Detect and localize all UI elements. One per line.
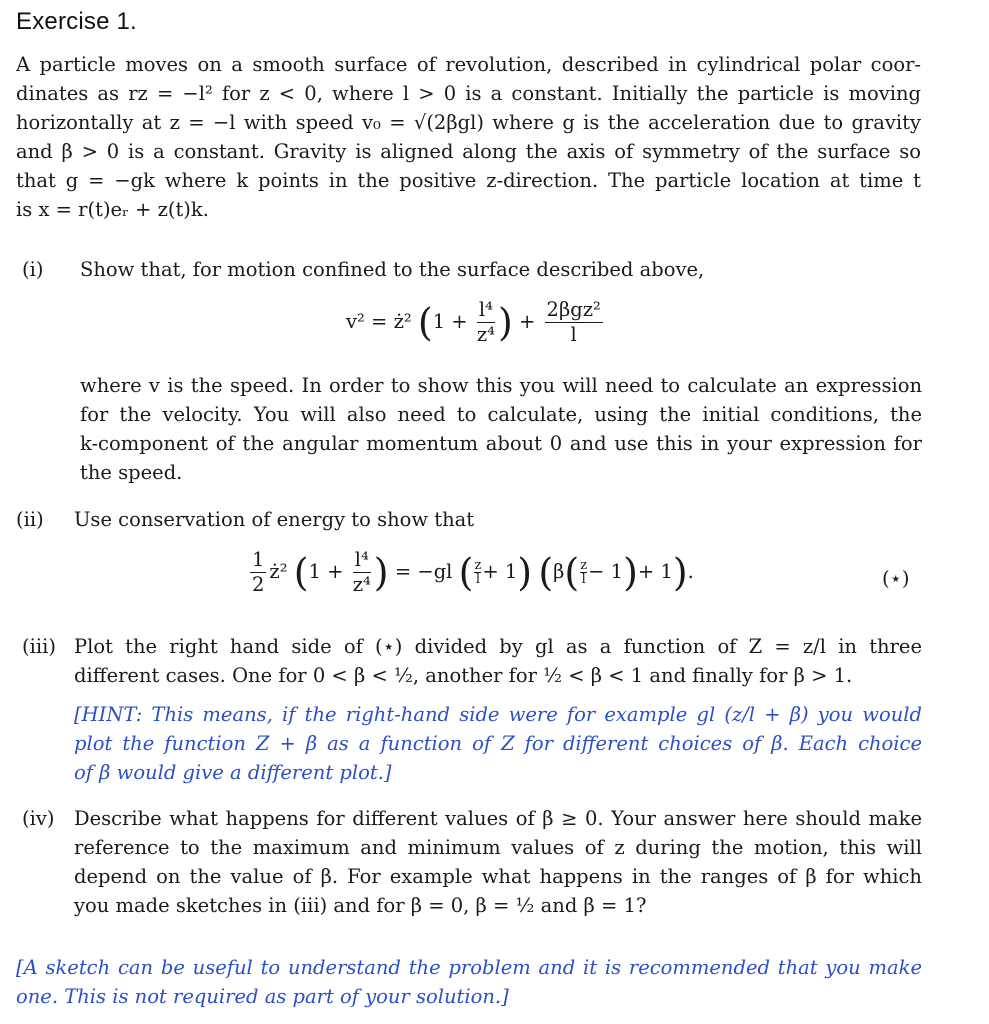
- part-iv-line: reference to the maximum and minimum values of z during the motion, this will: [74, 836, 922, 859]
- intro-line: horizontally at z = −l with speed v₀ = √(2βgl) where g is the acceleration due to gravity: [16, 111, 921, 134]
- eq-paren: ): [623, 550, 638, 595]
- part-ii-text: [74, 505, 922, 534]
- part-iii-line: Plot the right hand side of (⋆) divided by gl as a function of Z = z/l in three: [74, 635, 922, 658]
- part-ii-label: (ii): [16, 508, 44, 531]
- part-iv-label: (iv): [22, 807, 55, 830]
- part-iii-text: [74, 632, 922, 690]
- part-ii-intro: Use conservation of energy to show that: [74, 508, 475, 531]
- eq-fraction: $\frac{\text{2βgz²}}{l}$: [546, 298, 601, 346]
- eq-paren: ): [517, 550, 533, 595]
- eq-half: $\frac{1}{2}$: [252, 548, 265, 596]
- part-iv-line: you made sketches in (iii) and for β = 0, β = ½ and β = 1?: [74, 894, 647, 917]
- eq-small-frac: $\frac{z}{l}$: [474, 558, 482, 587]
- eq-plus: +: [518, 310, 536, 333]
- equation-star-label: (⋆): [882, 567, 910, 590]
- eq-period: .: [687, 560, 694, 583]
- intro-line: that g = −gk where k points in the positive z-direction. The particle location at time t: [16, 169, 921, 192]
- part-i-intro: Show that, for motion confined to the surface described above,: [80, 258, 705, 281]
- footer-note: [16, 953, 922, 1011]
- eq-small-frac: $\frac{z}{l}$: [580, 558, 588, 587]
- part-iii-label: (iii): [22, 635, 56, 658]
- hint-line: plot the function Z + β as a function of Z for different choices of β. Each choice: [74, 732, 922, 755]
- part-i-line: for the velocity. You will also need to calculate, using the initial conditions, the: [80, 403, 922, 426]
- eq-paren: ): [672, 550, 688, 595]
- hint-block: [74, 700, 922, 787]
- eq-term: + 1: [637, 560, 673, 583]
- eq-fraction: $\frac{\text{l⁴}}{\text{z⁴}}$: [476, 298, 495, 346]
- eq-lhs: v² = ż²: [346, 310, 412, 333]
- part-iv-line: Describe what happens for different values of β ≥ 0. Your answer here should make: [74, 807, 922, 830]
- hint-line: of β would give a different plot.]: [74, 761, 392, 784]
- part-iii-line: different cases. One for 0 < β < ½, another for ½ < β < 1 and finally for β > 1.: [74, 664, 853, 687]
- intro-line: A particle moves on a smooth surface of revolution, described in cylindrical polar coor-: [16, 53, 921, 76]
- part-i-explanation: [80, 371, 922, 487]
- eq-paren: (: [458, 550, 474, 595]
- eq-paren: (: [293, 550, 309, 595]
- eq-term: + 1: [482, 560, 518, 583]
- part-i-line: where v is the speed. In order to show this you will need to calculate an expression: [80, 374, 922, 397]
- footer-line: one. This is not required as part of your solution.]: [16, 985, 509, 1008]
- part-iv-text: [74, 804, 922, 920]
- part-i-text: [80, 255, 928, 284]
- equation-energy: [247, 548, 694, 597]
- intro-line: is x = r(t)eᵣ + z(t)k.: [16, 198, 209, 221]
- eq-term: 1 +: [308, 560, 344, 583]
- eq-paren: (: [417, 300, 433, 345]
- eq-term: − 1: [588, 560, 624, 583]
- part-iv-line: depend on the value of β. For example what happens in the ranges of β for which: [74, 865, 922, 888]
- eq-paren: ): [373, 550, 389, 595]
- exercise-title: Exercise 1.: [16, 8, 137, 35]
- eq-rhs: = −gl: [394, 560, 453, 583]
- part-i-line: the speed.: [80, 461, 183, 484]
- eq-fraction: $\frac{\text{l⁴}}{\text{z⁴}}$: [352, 548, 371, 596]
- eq-term: 1 +: [432, 310, 468, 333]
- intro-paragraph: [16, 50, 921, 224]
- eq-paren: (: [564, 550, 580, 595]
- equation-speed: [346, 298, 606, 347]
- hint-line: [HINT: This means, if the right-hand side were for example gl (z/l + β) you would: [74, 703, 922, 726]
- part-i-line: k-component of the angular momentum about 0 and use this in your expression for: [80, 432, 922, 455]
- eq-paren: ): [497, 300, 513, 345]
- part-i-label: (i): [22, 258, 44, 281]
- eq-beta: β: [553, 560, 565, 583]
- footer-line: [A sketch can be useful to understand the problem and it is recommended that you make: [16, 956, 922, 979]
- eq-zdot: ż²: [269, 560, 288, 583]
- intro-line: and β > 0 is a constant. Gravity is aligned along the axis of symmetry of the surface so: [16, 140, 921, 163]
- intro-line: dinates as rz = −l² for z < 0, where l > 0 is a constant. Initially the particle is moving: [16, 82, 921, 105]
- eq-paren: (: [538, 550, 554, 595]
